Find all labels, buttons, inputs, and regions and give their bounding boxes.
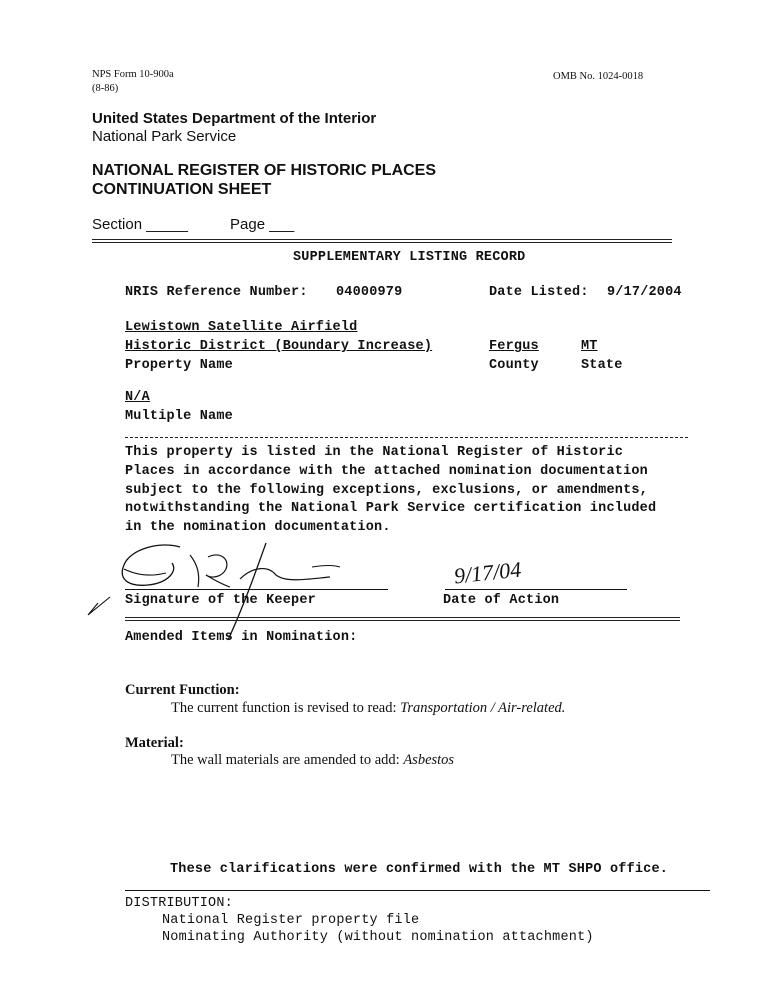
material-text	[171, 752, 454, 769]
material-heading: Material:	[125, 735, 184, 751]
department-name: United States Department of the Interior	[92, 110, 377, 127]
title-line-2: CONTINUATION SHEET	[92, 181, 272, 198]
distribution-item-2: Nominating Authority (without nomination attachment)	[162, 930, 594, 945]
title-line-1: NATIONAL REGISTER OF HISTORIC PLACES	[92, 162, 437, 179]
clarification-note: These clarifications were confirmed with the MT SHPO office.	[170, 862, 669, 877]
county-label: County	[489, 358, 539, 373]
current-function-text	[171, 700, 565, 717]
property-name-label: Property Name	[125, 358, 233, 373]
statement-line-4: notwithstanding the National Park Service certification included	[125, 501, 657, 516]
date-of-action-label: Date of Action	[443, 593, 560, 608]
amended-items-label: Amended Items in Nomination:	[125, 630, 358, 645]
date-listed-label: Date Listed:	[489, 285, 589, 300]
omb-number: OMB No. 1024-0018	[553, 71, 644, 82]
statement-line-2: Places in accordance with the attached nomination documentation	[125, 464, 648, 479]
form-revision: (8-86)	[92, 83, 119, 94]
statement-line-3: subject to the following exceptions, exclusions, or amendments,	[125, 483, 648, 498]
dashed-divider	[125, 437, 688, 438]
material-prefix: The wall materials are amended to add:	[171, 752, 404, 768]
amended-divider	[125, 617, 680, 621]
header-divider	[92, 239, 672, 243]
handwritten-date: 9/17/04	[452, 556, 523, 589]
multiple-name-value: N/A	[125, 390, 150, 405]
date-listed-value: 9/17/2004	[607, 285, 682, 300]
date-of-action-line	[445, 589, 627, 590]
distribution-label: DISTRIBUTION:	[125, 896, 233, 911]
section-field: Section _____	[92, 216, 188, 233]
property-name-line-1: Lewistown Satellite Airfield	[125, 320, 358, 335]
state-label: State	[581, 358, 623, 373]
current-function-prefix: The current function is revised to read:	[171, 700, 401, 716]
material-value: Asbestos	[403, 752, 455, 768]
form-number: NPS Form 10-900a	[92, 69, 174, 80]
statement-line-1: This property is listed in the National Register of Historic	[125, 445, 624, 460]
distribution-divider	[125, 890, 710, 891]
current-function-value: Transportation / Air-related.	[400, 700, 566, 716]
agency-name: National Park Service	[92, 128, 237, 145]
record-heading: SUPPLEMENTARY LISTING RECORD	[293, 250, 526, 265]
signature-label: Signature of the Keeper	[125, 593, 316, 608]
nris-label: NRIS Reference Number:	[125, 285, 308, 300]
county-value: Fergus	[489, 339, 539, 354]
current-function-heading: Current Function:	[125, 682, 240, 698]
statement-line-5: in the nomination documentation.	[125, 520, 391, 535]
property-name-line-2: Historic District (Boundary Increase)	[125, 339, 433, 354]
nris-number: 04000979	[336, 285, 403, 300]
distribution-item-1: National Register property file	[162, 913, 420, 928]
signature-line	[125, 589, 388, 590]
state-value: MT	[581, 339, 598, 354]
multiple-name-label: Multiple Name	[125, 409, 233, 424]
page-field: Page ___	[230, 216, 295, 233]
